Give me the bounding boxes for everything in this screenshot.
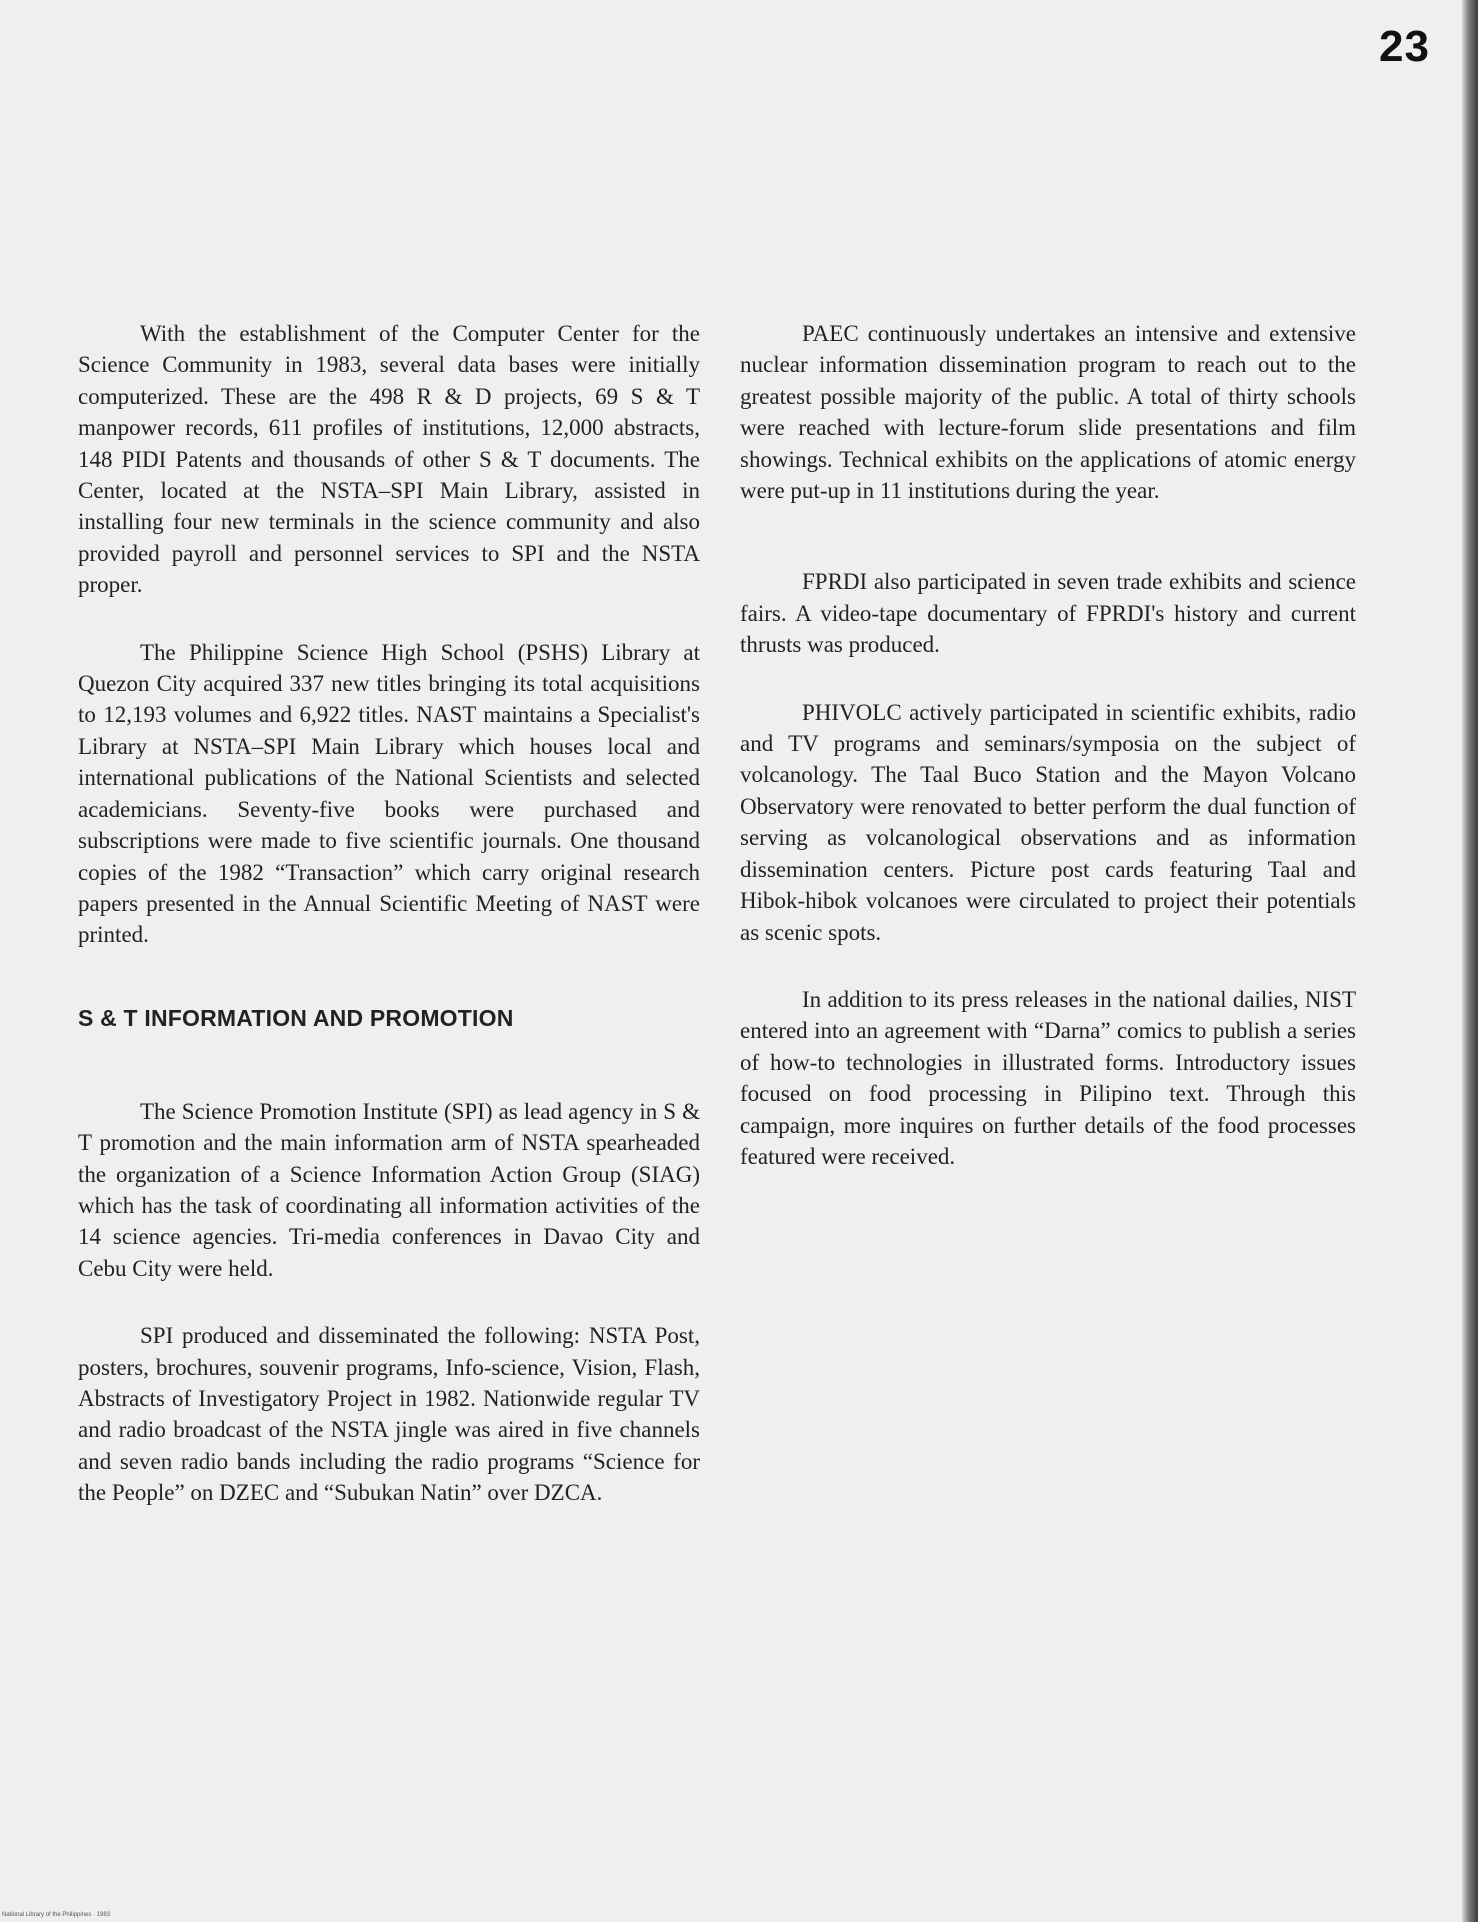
paragraph-pshs-library: The Philippine Science High School (PSHS) Library at Quezon City acquired 337 new titles bringing its total acquisitions to 12,193 volumes and 6,922 titles. NAST maintains a Specialist's Library at NSTA–SPI Main Library which houses local and international publications of the National Scientists and selected academicians. Seventy-five books were purchased and subscriptions were made to five scientific journals. One thousand copies of the 1982 “Transaction” which carry original research papers presented in the Annual Scientific Meeting of NAST were printed. [78, 639, 700, 948]
paragraph-computer-center: With the establishment of the Computer Center for the Science Community in 1983, several data bases were initially computerized. These are the 498 R & D projects, 69 S & T manpower records, 611 profiles of institutions, 12,000 abstracts, 148 PIDI Patents and thousands of other S & T documents. The Center, located at the NSTA–SPI Main Library, assisted in installing four new terminals in the science community and also provided payroll and personnel services to SPI and the NSTA proper. [78, 321, 700, 598]
paragraph-spi-publications: SPI produced and disseminated the following: NSTA Post, posters, brochures, souvenir programs, Info-science, Vision, Flash, Abstracts of Investigatory Project in 1982. Nationwide regular TV and radio broadcast of the NSTA jingle was aired in five channels and seven radio bands including the radio programs “Science for the People” on DZEC and “Subukan Natin” over DZCA. [78, 1323, 700, 1506]
binding-edge [1462, 0, 1478, 1922]
paragraph-phivolc: PHIVOLC actively participated in scientific exhibits, radio and TV programs and seminars/symposia on the subject of volcanology. The Taal Buco Station and the Mayon Volcano Observatory were renovated to better perform the dual function of serving as volcanological observations and as information dissemination centers. Picture post cards featuring Taal and Hibok-hibok volcanoes were circulated to project their potentials as scenic spots. [740, 699, 1356, 945]
page-number: 23 [1379, 22, 1430, 71]
section-heading: S & T INFORMATION AND PROMOTION [78, 1004, 514, 1031]
paragraph-fprdi: FPRDI also participated in seven trade exhibits and science fairs. A video-tape documentary of FPRDI's history and current thrusts was produced. [740, 569, 1356, 658]
paragraph-paec: PAEC continuously undertakes an intensive and extensive nuclear information dissemination program to reach out to the greatest possible majority of the public. A total of thirty schools were reached with lecture-forum slide presentations and film showings. Technical exhibits on the applications of atomic energy were put-up in 11 institutions during the year. [740, 321, 1356, 504]
right-column [740, 318, 1356, 1172]
left-column [78, 318, 700, 1509]
paragraph-nist: In addition to its press releases in the national dailies, NIST entered into an agreement with “Darna” comics to publish a series of how-to technologies in illustrated forms. Introductory issues focused on food processing in Pilipino text. Through this campaign, more inquires on further details of the food processes featured were received. [740, 986, 1356, 1169]
footer-note: National Library of the Philippines · 1983 [2, 1912, 111, 1918]
paragraph-spi-siag: The Science Promotion Institute (SPI) as lead agency in S & T promotion and the main information arm of NSTA spearheaded the organization of a Science Information Action Group (SIAG) which has the task of coordinating all information activities of the 14 science agencies. Tri-media conferences in Davao City and Cebu City were held. [78, 1098, 700, 1281]
